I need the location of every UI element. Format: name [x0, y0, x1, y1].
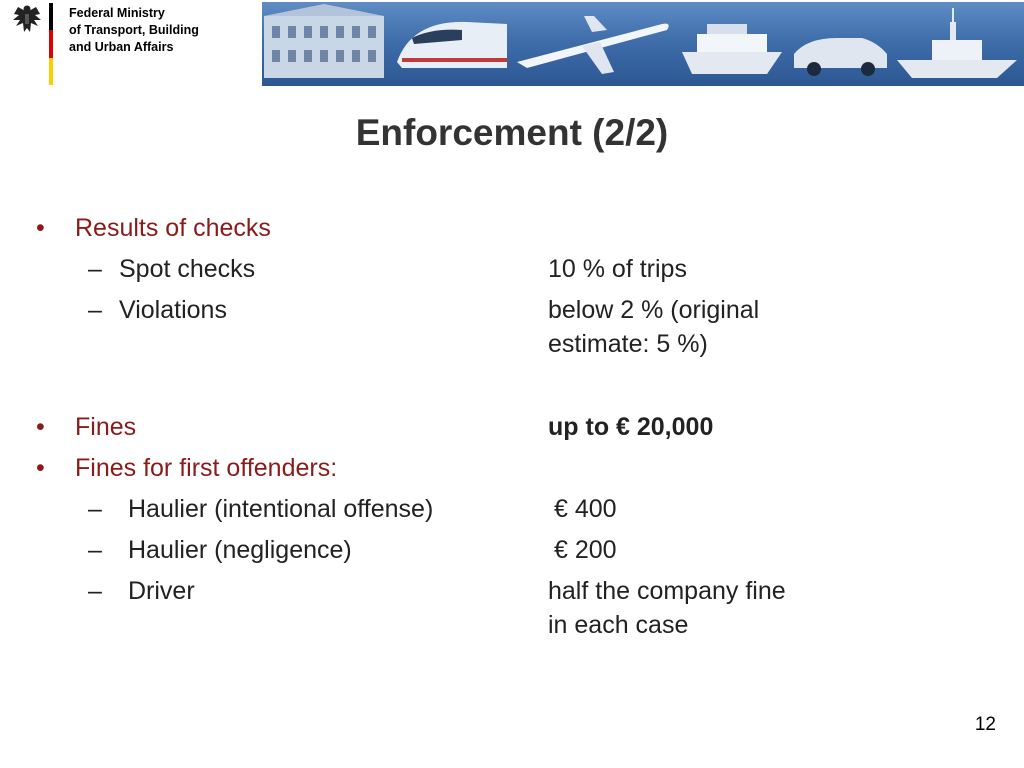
results-heading: Results of checks [75, 214, 271, 242]
ministry-line-2: of Transport, Building [69, 23, 199, 37]
dash-marker: – [88, 536, 102, 564]
violations-value-line1: below 2 % (original [548, 296, 760, 324]
dash-marker: – [88, 255, 102, 283]
haulier-intentional-value: € 400 [554, 495, 617, 523]
building-image [264, 4, 384, 78]
bullet-marker: • [36, 454, 45, 482]
violations-value-line2: estimate: 5 %) [548, 330, 708, 358]
car-image [794, 38, 887, 76]
slide-header [0, 0, 1024, 90]
bullet-marker: • [36, 214, 45, 242]
train-image [397, 22, 507, 68]
ferry-image [682, 24, 782, 74]
airplane-image [517, 16, 669, 74]
fines-heading: Fines [75, 413, 137, 441]
bullet-marker: • [36, 413, 45, 441]
spot-checks-label: Spot checks [119, 255, 256, 283]
first-offenders-heading: Fines for first offenders: [75, 454, 338, 482]
flag-black-band [49, 3, 53, 30]
haulier-negligence-value: € 200 [554, 536, 617, 564]
dash-marker: – [88, 495, 102, 523]
driver-value-line1: half the company fine [548, 577, 786, 605]
slide-title: Enforcement (2/2) [355, 112, 669, 153]
fines-value: up to € 20,000 [548, 413, 714, 441]
violations-label: Violations [119, 296, 227, 324]
dash-marker: – [88, 577, 102, 605]
page-number: 12 [974, 714, 996, 735]
haulier-negligence-label: Haulier (negligence) [128, 536, 352, 564]
ministry-line-1: Federal Ministry [69, 6, 165, 20]
driver-label: Driver [128, 577, 195, 605]
ministry-name [69, 5, 199, 56]
dash-marker: – [88, 296, 102, 324]
driver-value-line2: in each case [548, 611, 689, 639]
spot-checks-value: 10 % of trips [548, 255, 687, 283]
transport-banner-image [262, 2, 1024, 86]
ministry-line-3: and Urban Affairs [69, 40, 174, 54]
german-flag-stripe [49, 3, 53, 85]
federal-eagle-icon [10, 2, 44, 36]
flag-red-band [49, 30, 53, 57]
warship-image [897, 8, 1017, 78]
flag-gold-band [49, 58, 53, 85]
haulier-intentional-label: Haulier (intentional offense) [128, 495, 434, 523]
